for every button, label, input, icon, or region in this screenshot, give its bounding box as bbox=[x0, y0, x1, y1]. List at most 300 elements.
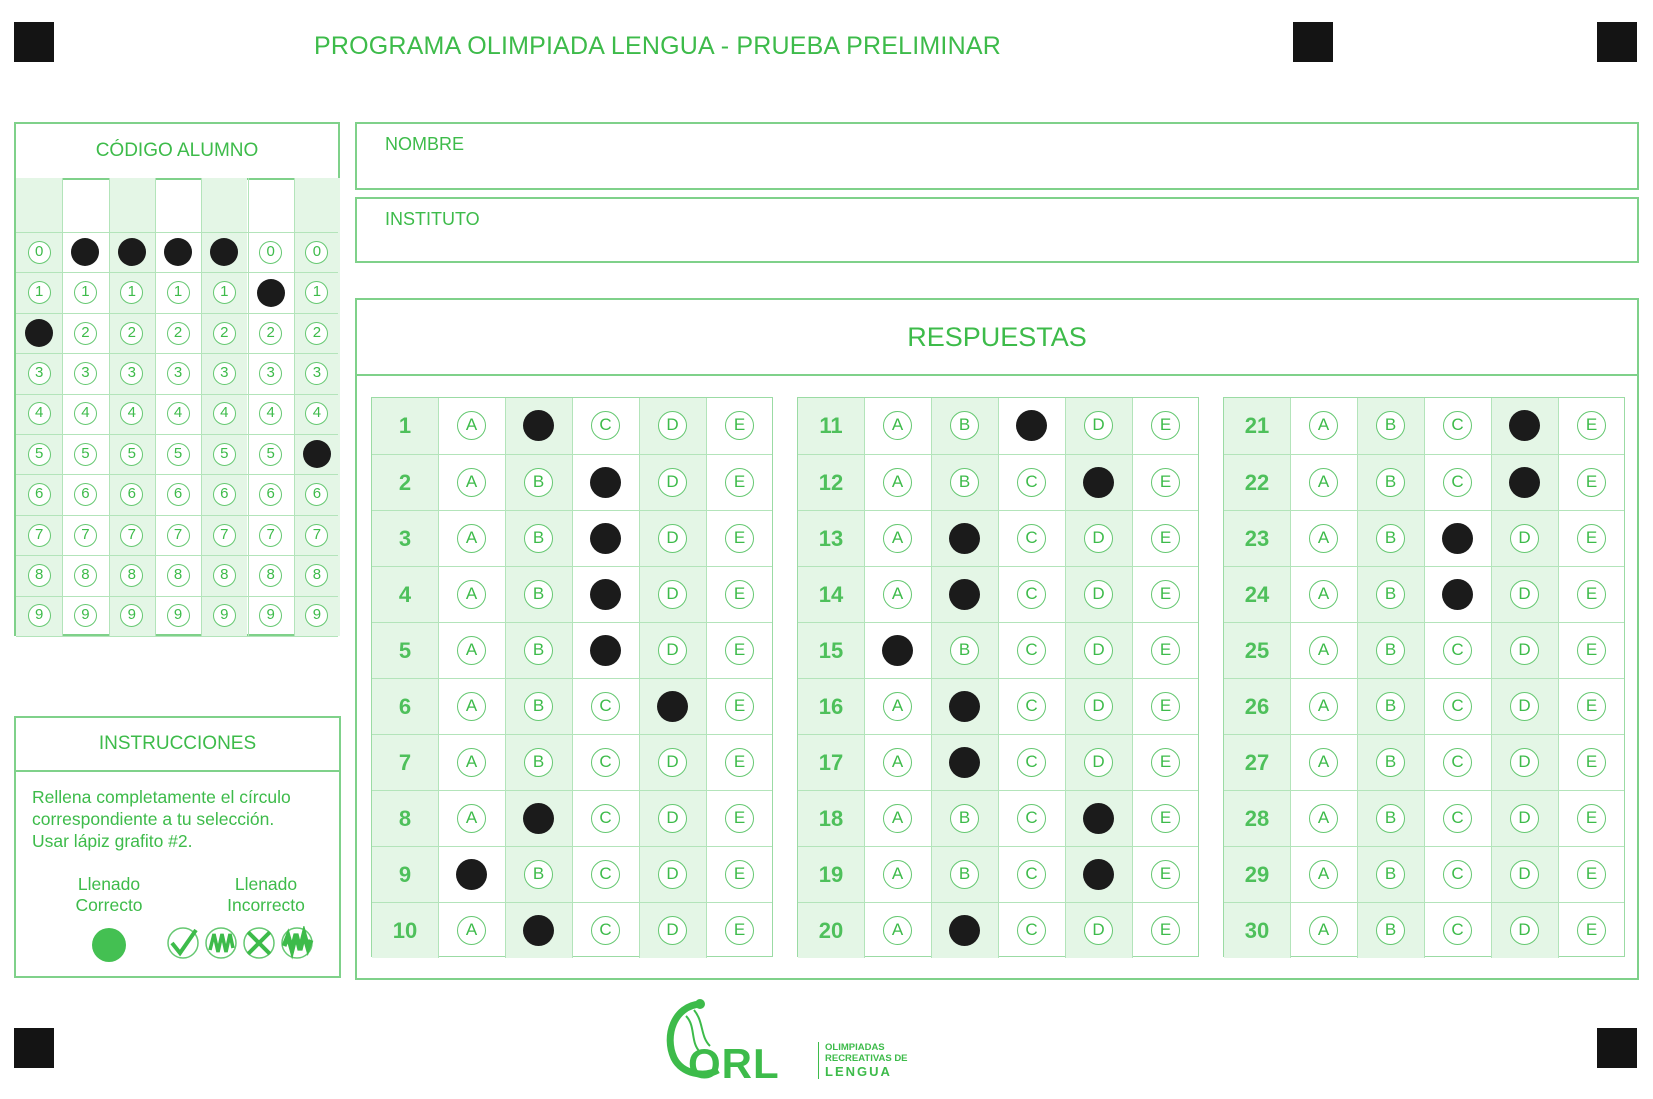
answer-option-bubble[interactable]: C bbox=[1443, 804, 1472, 833]
answer-option-bubble[interactable]: B bbox=[1376, 468, 1405, 497]
code-digit-bubble[interactable]: 2 bbox=[305, 322, 328, 345]
answer-option-bubble[interactable]: D bbox=[658, 916, 687, 945]
answer-option-cell bbox=[998, 455, 1065, 510]
code-digit-bubble[interactable]: 8 bbox=[167, 564, 190, 587]
answer-option-bubble[interactable]: E bbox=[1151, 468, 1180, 497]
answer-row bbox=[1224, 678, 1624, 734]
answer-option-bubble[interactable]: B bbox=[524, 524, 553, 553]
answer-option-bubble[interactable]: E bbox=[1577, 916, 1606, 945]
answer-option-bubble[interactable]: A bbox=[1309, 524, 1338, 553]
question-number: 19 bbox=[798, 847, 864, 902]
code-digit-filled-mark bbox=[118, 238, 146, 266]
answer-option-bubble[interactable]: B bbox=[950, 860, 979, 889]
grid-line bbox=[16, 596, 338, 597]
code-digit-bubble[interactable]: 7 bbox=[28, 524, 51, 547]
answer-option-cell bbox=[505, 398, 572, 454]
answer-option-bubble[interactable]: B bbox=[524, 748, 553, 777]
code-digit-bubble[interactable]: 4 bbox=[74, 402, 97, 425]
answer-filled-mark bbox=[523, 915, 554, 946]
answer-option-bubble[interactable]: A bbox=[1309, 748, 1338, 777]
code-digit-bubble[interactable]: 9 bbox=[259, 604, 282, 627]
answer-option-bubble[interactable]: D bbox=[658, 804, 687, 833]
answer-option-cell bbox=[1132, 679, 1199, 734]
answer-option-bubble[interactable]: A bbox=[457, 748, 486, 777]
answer-option-cell bbox=[1357, 623, 1424, 678]
grid-line bbox=[16, 272, 338, 273]
answer-option-bubble[interactable]: B bbox=[524, 636, 553, 665]
institute-field[interactable] bbox=[355, 197, 1639, 263]
code-digit-bubble[interactable]: 9 bbox=[213, 604, 236, 627]
grid-line bbox=[16, 394, 338, 395]
answer-option-bubble[interactable]: D bbox=[1510, 580, 1539, 609]
code-digit-bubble[interactable]: 6 bbox=[213, 483, 236, 506]
answer-option-bubble[interactable]: B bbox=[524, 692, 553, 721]
answer-option-bubble[interactable]: D bbox=[658, 748, 687, 777]
answer-option-bubble[interactable]: E bbox=[1151, 860, 1180, 889]
code-digit-bubble[interactable]: 8 bbox=[74, 564, 97, 587]
answer-row bbox=[798, 846, 1198, 902]
code-digit-bubble[interactable]: 8 bbox=[28, 564, 51, 587]
answer-option-cell bbox=[1290, 567, 1357, 622]
code-digit-bubble[interactable]: 4 bbox=[305, 402, 328, 425]
answer-option-bubble[interactable]: A bbox=[1309, 804, 1338, 833]
answer-option-bubble[interactable]: D bbox=[1084, 636, 1113, 665]
answer-row bbox=[798, 622, 1198, 678]
code-digit-bubble[interactable]: 1 bbox=[120, 281, 143, 304]
answer-option-bubble[interactable]: C bbox=[1443, 748, 1472, 777]
answer-option-bubble[interactable]: A bbox=[883, 411, 912, 440]
answer-option-bubble[interactable]: A bbox=[883, 748, 912, 777]
answer-option-bubble[interactable]: E bbox=[725, 468, 754, 497]
answer-option-bubble[interactable]: E bbox=[1151, 748, 1180, 777]
answer-row bbox=[372, 678, 772, 734]
answer-option-bubble[interactable]: E bbox=[1151, 411, 1180, 440]
code-digit-bubble[interactable]: 9 bbox=[167, 604, 190, 627]
answer-option-bubble[interactable]: A bbox=[457, 580, 486, 609]
code-digit-bubble[interactable]: 2 bbox=[259, 322, 282, 345]
answers-block bbox=[371, 397, 773, 957]
answer-option-bubble[interactable]: C bbox=[591, 860, 620, 889]
answer-option-cell bbox=[1357, 903, 1424, 958]
answer-option-cell bbox=[864, 455, 931, 510]
code-digit-bubble[interactable]: 5 bbox=[167, 443, 190, 466]
answer-option-bubble[interactable]: B bbox=[1376, 411, 1405, 440]
answer-option-cell bbox=[1132, 791, 1199, 846]
answer-option-cell bbox=[1065, 455, 1132, 510]
code-digit-bubble[interactable]: 3 bbox=[74, 362, 97, 385]
answer-option-bubble[interactable]: C bbox=[1017, 468, 1046, 497]
answer-option-bubble[interactable]: A bbox=[1309, 468, 1338, 497]
question-number: 22 bbox=[1224, 455, 1290, 510]
code-digit-bubble[interactable]: 9 bbox=[305, 604, 328, 627]
answer-filled-mark bbox=[949, 579, 980, 610]
answer-option-bubble[interactable]: E bbox=[1577, 860, 1606, 889]
answer-option-bubble[interactable]: A bbox=[883, 468, 912, 497]
answer-option-cell bbox=[572, 511, 639, 566]
answer-option-bubble[interactable]: D bbox=[658, 636, 687, 665]
grid-line bbox=[16, 313, 338, 314]
answer-option-cell bbox=[864, 847, 931, 902]
code-digit-bubble[interactable]: 8 bbox=[305, 564, 328, 587]
answer-option-bubble[interactable]: A bbox=[883, 916, 912, 945]
answer-option-cell bbox=[1357, 679, 1424, 734]
answer-option-bubble[interactable]: E bbox=[725, 916, 754, 945]
registration-mark bbox=[1597, 1028, 1637, 1068]
answer-option-bubble[interactable]: A bbox=[883, 580, 912, 609]
answer-row bbox=[1224, 790, 1624, 846]
code-digit-bubble[interactable]: 5 bbox=[120, 443, 143, 466]
code-digit-bubble[interactable]: 1 bbox=[213, 281, 236, 304]
answer-option-cell bbox=[1065, 567, 1132, 622]
question-number: 3 bbox=[372, 511, 438, 566]
answer-option-cell bbox=[572, 903, 639, 958]
code-digit-bubble[interactable]: 6 bbox=[74, 483, 97, 506]
answer-option-cell bbox=[1558, 735, 1625, 790]
answer-option-cell bbox=[639, 847, 706, 902]
answer-option-bubble[interactable]: D bbox=[658, 468, 687, 497]
answer-option-bubble[interactable]: C bbox=[1017, 636, 1046, 665]
question-number: 5 bbox=[372, 623, 438, 678]
answer-row bbox=[798, 734, 1198, 790]
answer-option-cell bbox=[1065, 679, 1132, 734]
answer-option-cell bbox=[1558, 511, 1625, 566]
code-digit-bubble[interactable]: 6 bbox=[167, 483, 190, 506]
answer-option-bubble[interactable]: A bbox=[883, 524, 912, 553]
answer-option-bubble[interactable]: A bbox=[1309, 580, 1338, 609]
code-digit-bubble[interactable]: 7 bbox=[213, 524, 236, 547]
registration-mark bbox=[14, 22, 54, 62]
answer-option-bubble[interactable]: D bbox=[658, 860, 687, 889]
answer-option-bubble[interactable]: A bbox=[457, 411, 486, 440]
answer-option-bubble[interactable]: A bbox=[883, 692, 912, 721]
answer-option-cell bbox=[931, 511, 998, 566]
answer-option-bubble[interactable]: E bbox=[1577, 580, 1606, 609]
code-digit-bubble[interactable]: 1 bbox=[74, 281, 97, 304]
answer-option-bubble[interactable]: D bbox=[1084, 524, 1113, 553]
code-digit-bubble[interactable]: 2 bbox=[120, 322, 143, 345]
answer-option-bubble[interactable]: C bbox=[1017, 860, 1046, 889]
code-digit-bubble[interactable]: 3 bbox=[167, 362, 190, 385]
code-digit-bubble[interactable]: 3 bbox=[305, 362, 328, 385]
answer-option-bubble[interactable]: C bbox=[591, 804, 620, 833]
code-digit-bubble[interactable]: 7 bbox=[259, 524, 282, 547]
question-number: 4 bbox=[372, 567, 438, 622]
question-number: 7 bbox=[372, 735, 438, 790]
code-digit-bubble[interactable]: 5 bbox=[28, 443, 51, 466]
answer-option-bubble[interactable]: A bbox=[457, 468, 486, 497]
answer-option-bubble[interactable]: E bbox=[1151, 580, 1180, 609]
answer-option-bubble[interactable]: B bbox=[524, 860, 553, 889]
code-digit-bubble[interactable]: 7 bbox=[120, 524, 143, 547]
answer-option-cell bbox=[931, 567, 998, 622]
answer-option-bubble[interactable]: C bbox=[1443, 860, 1472, 889]
code-digit-bubble[interactable]: 2 bbox=[74, 322, 97, 345]
answer-option-cell bbox=[505, 455, 572, 510]
code-digit-bubble[interactable]: 4 bbox=[167, 402, 190, 425]
answer-option-bubble[interactable]: A bbox=[1309, 860, 1338, 889]
answer-option-bubble[interactable]: B bbox=[950, 804, 979, 833]
answer-option-bubble[interactable]: E bbox=[1577, 692, 1606, 721]
answer-option-bubble[interactable]: E bbox=[1577, 524, 1606, 553]
answer-option-bubble[interactable]: E bbox=[1577, 636, 1606, 665]
answer-option-bubble[interactable]: B bbox=[1376, 580, 1405, 609]
answer-row bbox=[1224, 846, 1624, 902]
student-code-title: CÓDIGO ALUMNO bbox=[16, 124, 338, 180]
answer-option-cell bbox=[1491, 735, 1558, 790]
grid-line bbox=[16, 232, 338, 233]
answer-option-cell bbox=[639, 567, 706, 622]
code-digit-bubble[interactable]: 7 bbox=[305, 524, 328, 547]
answer-option-bubble[interactable]: D bbox=[1510, 860, 1539, 889]
answer-option-bubble[interactable]: C bbox=[1017, 916, 1046, 945]
answer-option-bubble[interactable]: E bbox=[1151, 636, 1180, 665]
answer-option-bubble[interactable]: C bbox=[591, 916, 620, 945]
answer-option-bubble[interactable]: E bbox=[725, 636, 754, 665]
answer-row bbox=[798, 510, 1198, 566]
answer-option-cell bbox=[639, 679, 706, 734]
answer-option-bubble[interactable]: A bbox=[1309, 411, 1338, 440]
answer-option-bubble[interactable]: C bbox=[1443, 468, 1472, 497]
code-digit-bubble[interactable]: 6 bbox=[120, 483, 143, 506]
answer-option-bubble[interactable]: B bbox=[524, 580, 553, 609]
answer-option-bubble[interactable]: B bbox=[1376, 804, 1405, 833]
answer-option-bubble[interactable]: A bbox=[883, 860, 912, 889]
answer-option-bubble[interactable]: E bbox=[1151, 692, 1180, 721]
answer-option-cell bbox=[1424, 791, 1491, 846]
instructions-panel bbox=[14, 716, 341, 978]
answer-option-cell bbox=[1065, 847, 1132, 902]
code-digit-bubble[interactable]: 4 bbox=[28, 402, 51, 425]
answer-option-cell bbox=[1424, 398, 1491, 454]
answer-option-bubble[interactable]: D bbox=[1510, 804, 1539, 833]
code-digit-bubble[interactable]: 4 bbox=[120, 402, 143, 425]
answer-option-bubble[interactable]: D bbox=[658, 580, 687, 609]
code-digit-bubble[interactable]: 7 bbox=[167, 524, 190, 547]
code-digit-bubble[interactable]: 3 bbox=[213, 362, 236, 385]
institute-label: INSTITUTO bbox=[385, 209, 480, 229]
answer-option-cell bbox=[639, 398, 706, 454]
answer-option-cell bbox=[931, 903, 998, 958]
name-field[interactable] bbox=[355, 122, 1639, 190]
answer-option-bubble[interactable]: D bbox=[1510, 916, 1539, 945]
answer-option-bubble[interactable]: A bbox=[883, 804, 912, 833]
answer-option-cell bbox=[864, 735, 931, 790]
answer-option-bubble[interactable]: E bbox=[1151, 804, 1180, 833]
code-digit-bubble[interactable]: 1 bbox=[305, 281, 328, 304]
answer-option-bubble[interactable]: D bbox=[1084, 692, 1113, 721]
answer-option-bubble[interactable]: E bbox=[725, 524, 754, 553]
answer-option-bubble[interactable]: C bbox=[1017, 804, 1046, 833]
answer-option-bubble[interactable]: D bbox=[1510, 692, 1539, 721]
answer-option-bubble[interactable]: E bbox=[725, 692, 754, 721]
answer-option-bubble[interactable]: E bbox=[1577, 468, 1606, 497]
answer-option-cell bbox=[1424, 511, 1491, 566]
answer-option-bubble[interactable]: C bbox=[591, 692, 620, 721]
code-digit-bubble[interactable]: 6 bbox=[305, 483, 328, 506]
code-digit-bubble[interactable]: 6 bbox=[28, 483, 51, 506]
answer-option-bubble[interactable]: A bbox=[457, 916, 486, 945]
answer-option-bubble[interactable]: D bbox=[1084, 748, 1113, 777]
answer-option-bubble[interactable]: D bbox=[658, 411, 687, 440]
answer-row bbox=[372, 566, 772, 622]
answer-option-bubble[interactable]: E bbox=[725, 580, 754, 609]
answer-option-bubble[interactable]: E bbox=[725, 748, 754, 777]
code-digit-bubble[interactable]: 2 bbox=[213, 322, 236, 345]
code-digit-bubble[interactable]: 1 bbox=[167, 281, 190, 304]
answer-option-bubble[interactable]: D bbox=[658, 524, 687, 553]
answer-filled-mark bbox=[949, 523, 980, 554]
code-digit-bubble[interactable]: 5 bbox=[213, 443, 236, 466]
answer-option-cell bbox=[998, 847, 1065, 902]
question-number: 26 bbox=[1224, 679, 1290, 734]
answer-option-bubble[interactable]: A bbox=[1309, 692, 1338, 721]
question-number: 25 bbox=[1224, 623, 1290, 678]
answer-option-cell bbox=[1290, 511, 1357, 566]
answer-option-cell bbox=[1132, 398, 1199, 454]
code-digit-bubble[interactable]: 0 bbox=[259, 241, 282, 264]
answer-option-bubble[interactable]: B bbox=[950, 636, 979, 665]
code-digit-bubble[interactable]: 7 bbox=[74, 524, 97, 547]
answer-option-cell bbox=[706, 511, 773, 566]
answer-option-cell bbox=[505, 791, 572, 846]
code-digit-bubble[interactable]: 8 bbox=[213, 564, 236, 587]
answer-option-bubble[interactable]: C bbox=[1443, 411, 1472, 440]
answer-option-cell bbox=[864, 903, 931, 958]
code-digit-bubble[interactable]: 9 bbox=[28, 604, 51, 627]
answer-option-cell bbox=[706, 623, 773, 678]
answer-option-bubble[interactable]: A bbox=[1309, 916, 1338, 945]
answer-option-bubble[interactable]: C bbox=[1443, 636, 1472, 665]
answer-option-cell bbox=[1357, 847, 1424, 902]
answer-option-bubble[interactable]: B bbox=[1376, 916, 1405, 945]
answer-option-cell bbox=[1558, 679, 1625, 734]
code-digit-bubble[interactable]: 0 bbox=[28, 241, 51, 264]
answer-option-bubble[interactable]: C bbox=[1017, 748, 1046, 777]
answer-option-cell bbox=[1357, 567, 1424, 622]
code-digit-bubble[interactable]: 4 bbox=[259, 402, 282, 425]
logo-letters: ORL bbox=[688, 1040, 780, 1087]
answer-option-bubble[interactable]: B bbox=[1376, 860, 1405, 889]
answer-option-bubble[interactable]: D bbox=[1510, 748, 1539, 777]
code-digit-bubble[interactable]: 2 bbox=[167, 322, 190, 345]
answer-option-bubble[interactable]: B bbox=[1376, 524, 1405, 553]
answer-option-bubble[interactable]: E bbox=[725, 411, 754, 440]
answer-option-cell bbox=[438, 623, 505, 678]
grid-line bbox=[16, 555, 338, 556]
answer-row bbox=[798, 566, 1198, 622]
answer-option-bubble[interactable]: B bbox=[1376, 692, 1405, 721]
answer-filled-mark bbox=[523, 803, 554, 834]
grid-line bbox=[201, 178, 202, 636]
answer-row bbox=[1224, 734, 1624, 790]
code-digit-bubble[interactable]: 5 bbox=[74, 443, 97, 466]
answer-option-bubble[interactable]: D bbox=[1510, 636, 1539, 665]
answer-option-bubble[interactable]: C bbox=[591, 748, 620, 777]
registration-mark bbox=[14, 1028, 54, 1068]
answer-option-bubble[interactable]: C bbox=[1017, 524, 1046, 553]
answer-option-bubble[interactable]: B bbox=[950, 468, 979, 497]
answer-option-bubble[interactable]: C bbox=[591, 411, 620, 440]
answer-option-cell bbox=[1065, 623, 1132, 678]
answer-option-bubble[interactable]: C bbox=[1443, 916, 1472, 945]
answer-option-bubble[interactable]: E bbox=[1577, 411, 1606, 440]
answer-option-bubble[interactable]: A bbox=[1309, 636, 1338, 665]
answer-option-bubble[interactable]: E bbox=[725, 804, 754, 833]
answer-option-bubble[interactable]: A bbox=[457, 804, 486, 833]
answer-option-cell bbox=[1290, 679, 1357, 734]
answer-filled-mark bbox=[1509, 467, 1540, 498]
answer-option-bubble[interactable]: E bbox=[1577, 748, 1606, 777]
answer-option-bubble[interactable]: D bbox=[1084, 580, 1113, 609]
code-digit-bubble[interactable]: 0 bbox=[305, 241, 328, 264]
answer-option-cell bbox=[639, 511, 706, 566]
answer-option-cell bbox=[1290, 455, 1357, 510]
answer-option-cell bbox=[1491, 567, 1558, 622]
answer-option-bubble[interactable]: A bbox=[457, 692, 486, 721]
answer-filled-mark bbox=[1016, 410, 1047, 441]
answer-option-bubble[interactable]: E bbox=[1151, 524, 1180, 553]
answer-option-cell bbox=[1558, 567, 1625, 622]
code-digit-bubble[interactable]: 9 bbox=[120, 604, 143, 627]
answer-option-bubble[interactable]: C bbox=[1017, 692, 1046, 721]
code-digit-bubble[interactable]: 3 bbox=[28, 362, 51, 385]
code-digit-bubble[interactable]: 6 bbox=[259, 483, 282, 506]
answer-option-bubble[interactable]: D bbox=[1510, 524, 1539, 553]
instructions-line: correspondiente a tu selección. bbox=[32, 809, 275, 829]
code-digit-bubble[interactable]: 1 bbox=[28, 281, 51, 304]
answer-option-bubble[interactable]: B bbox=[1376, 748, 1405, 777]
answer-option-cell bbox=[639, 735, 706, 790]
answer-option-cell bbox=[1491, 398, 1558, 454]
answer-option-bubble[interactable]: C bbox=[1017, 580, 1046, 609]
answer-option-cell bbox=[438, 903, 505, 958]
answer-option-cell bbox=[998, 791, 1065, 846]
answer-option-cell bbox=[1491, 511, 1558, 566]
answer-option-bubble[interactable]: B bbox=[524, 468, 553, 497]
answer-option-bubble[interactable]: B bbox=[950, 411, 979, 440]
answer-option-cell bbox=[1132, 735, 1199, 790]
answer-option-cell bbox=[505, 567, 572, 622]
answer-row bbox=[372, 398, 772, 454]
code-digit-bubble[interactable]: 3 bbox=[259, 362, 282, 385]
answer-option-cell bbox=[1558, 903, 1625, 958]
answer-option-bubble[interactable]: A bbox=[457, 524, 486, 553]
code-digit-bubble[interactable]: 9 bbox=[74, 604, 97, 627]
answer-option-cell bbox=[998, 567, 1065, 622]
answer-option-bubble[interactable]: E bbox=[1151, 916, 1180, 945]
answer-option-bubble[interactable]: E bbox=[725, 860, 754, 889]
answer-option-cell bbox=[706, 398, 773, 454]
question-number: 23 bbox=[1224, 511, 1290, 566]
answer-option-cell bbox=[706, 567, 773, 622]
answer-option-bubble[interactable]: E bbox=[1577, 804, 1606, 833]
answer-option-bubble[interactable]: B bbox=[1376, 636, 1405, 665]
answer-option-bubble[interactable]: C bbox=[1443, 692, 1472, 721]
code-digit-bubble[interactable]: 8 bbox=[259, 564, 282, 587]
code-digit-bubble[interactable]: 8 bbox=[120, 564, 143, 587]
answer-option-cell bbox=[1290, 791, 1357, 846]
code-digit-bubble[interactable]: 3 bbox=[120, 362, 143, 385]
question-number: 27 bbox=[1224, 735, 1290, 790]
answer-option-bubble[interactable]: D bbox=[1084, 916, 1113, 945]
answer-option-cell bbox=[931, 735, 998, 790]
grid-line bbox=[16, 515, 338, 516]
answer-option-bubble[interactable]: D bbox=[1084, 411, 1113, 440]
answer-option-bubble[interactable]: A bbox=[457, 636, 486, 665]
answer-option-cell bbox=[572, 847, 639, 902]
code-digit-bubble[interactable]: 4 bbox=[213, 402, 236, 425]
code-digit-bubble[interactable]: 5 bbox=[259, 443, 282, 466]
